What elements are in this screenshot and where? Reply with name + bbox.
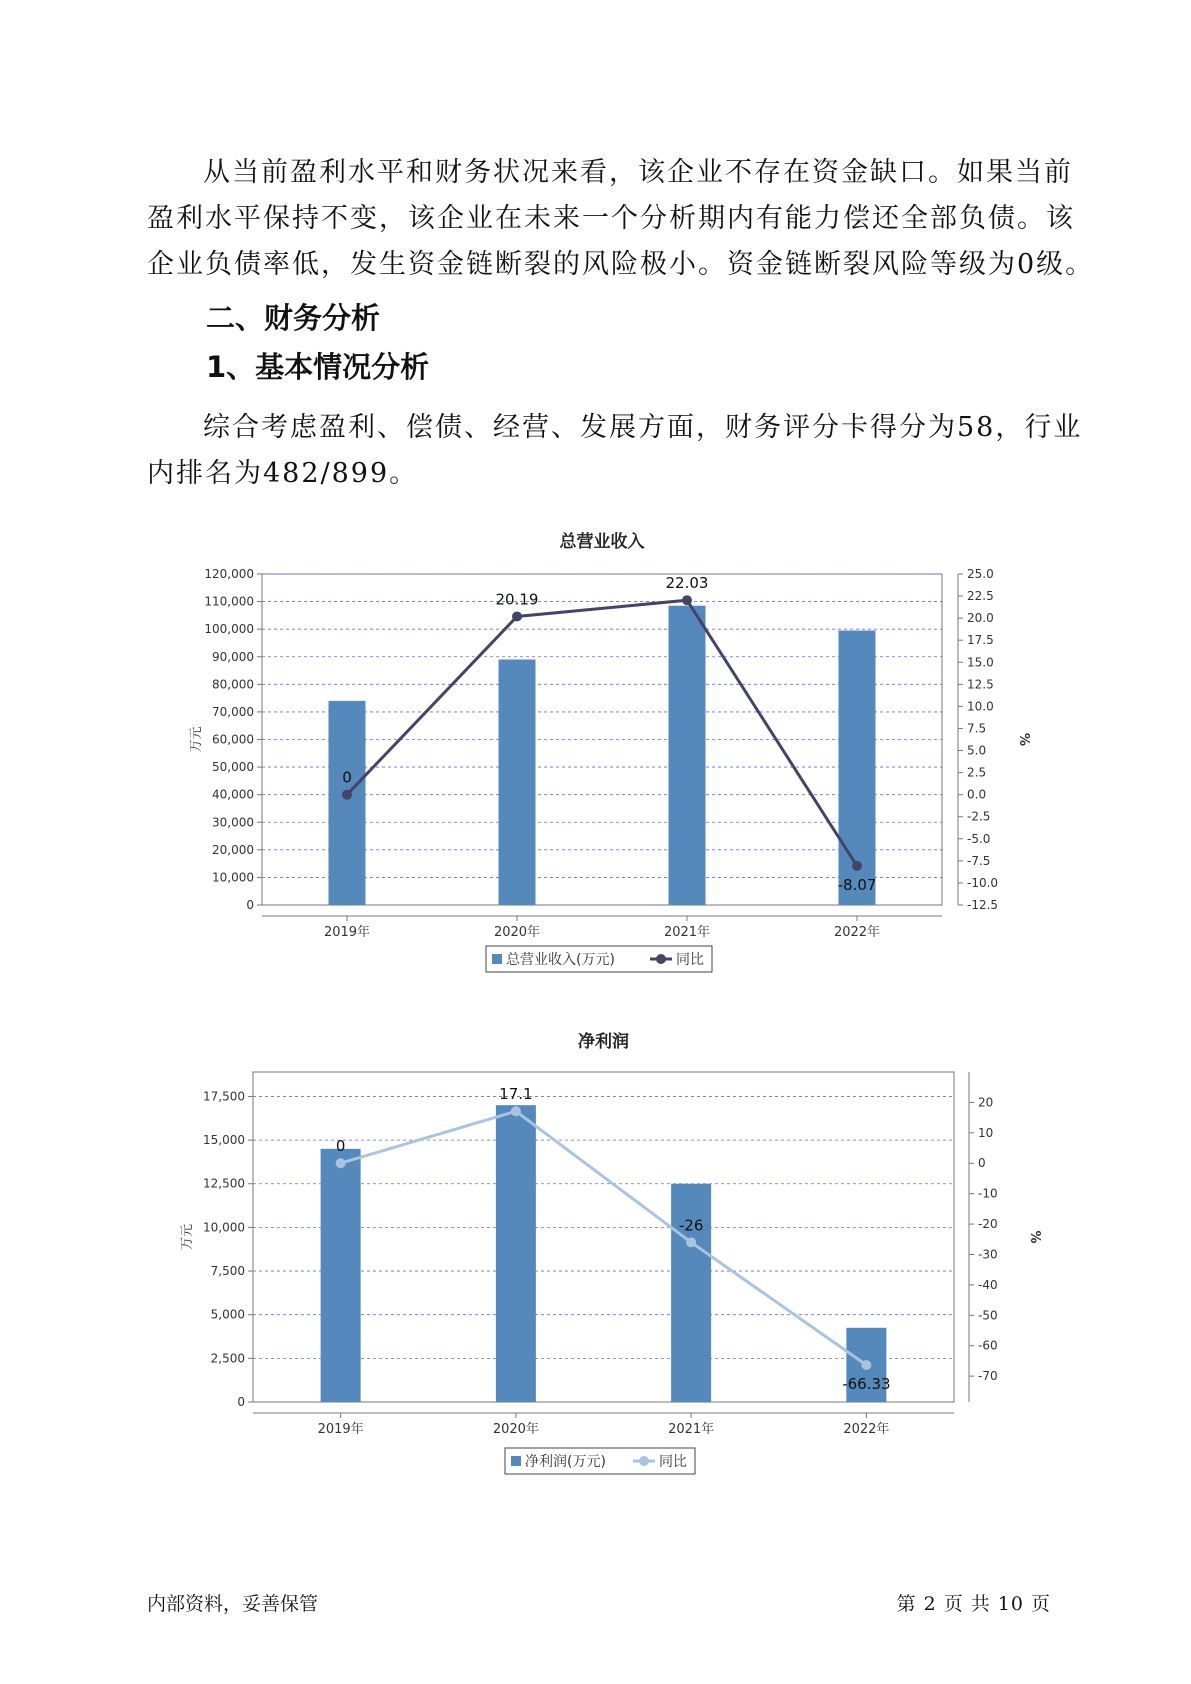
y-tick-label: 20,000	[212, 842, 254, 857]
yoy-point	[861, 1360, 871, 1370]
bar	[329, 701, 366, 905]
data-label: -8.07	[837, 875, 877, 894]
y-tick-label: 17,500	[203, 1089, 245, 1104]
y2-tick-label: -10.0	[967, 875, 999, 890]
y-tick-label: 80,000	[212, 677, 254, 692]
data-label: -26	[678, 1216, 704, 1235]
y2-tick-label: -7.5	[967, 853, 991, 868]
chart-title: 净利润	[578, 1032, 629, 1052]
y2-tick-label: 2.5	[967, 765, 987, 780]
y2-tick-label: 0	[978, 1156, 986, 1171]
y2-tick-label: -12.5	[967, 898, 999, 912]
y2-tick-label: 25.0	[967, 567, 994, 581]
paragraph-line: 内排名为482/899。	[147, 458, 419, 489]
y-tick-label: 60,000	[212, 732, 254, 747]
legend-line-label: 同比	[676, 952, 704, 968]
y2-tick-label: -2.5	[967, 809, 991, 824]
data-label: 0	[342, 768, 352, 787]
y-tick-label: 7,500	[210, 1264, 245, 1279]
net-profit-chart	[0, 1025, 1191, 1485]
paragraph-line: 从当前盈利水平和财务状况来看，该企业不存在资金缺口。如果当前	[203, 157, 1073, 188]
data-label: 17.1	[499, 1085, 533, 1104]
yoy-point	[686, 1237, 696, 1247]
y2-tick-label: 10.0	[967, 699, 994, 714]
y2-tick-label: -60	[978, 1338, 998, 1353]
section-heading: 二、财务分析	[206, 301, 381, 335]
y2-tick-label: -70	[978, 1369, 998, 1384]
y-tick-label: 110,000	[204, 594, 254, 609]
y-tick-label: 0	[246, 898, 254, 912]
footer-page-number: 第 2 页 共 10 页	[896, 1593, 1051, 1615]
x-tick-label: 2019年	[323, 925, 371, 940]
y2-tick-label: -20	[978, 1217, 998, 1232]
y2-tick-label: -40	[978, 1277, 998, 1292]
data-label: 0	[335, 1137, 346, 1156]
y-tick-label: 10,000	[212, 870, 254, 885]
yoy-point	[682, 595, 692, 605]
y2-tick-label: -50	[978, 1308, 998, 1323]
y2-tick-label: 22.5	[967, 589, 994, 604]
yoy-point	[336, 1158, 346, 1168]
legend-bar-label: 总营业收入(万元)	[506, 952, 615, 968]
y-tick-label: 100,000	[204, 622, 254, 637]
yoy-point	[342, 790, 352, 800]
legend-bar-label: 净利润(万元)	[525, 1454, 606, 1470]
x-tick-label: 2021年	[663, 925, 711, 940]
yoy-point	[852, 861, 862, 871]
y2-tick-label: -30	[978, 1247, 998, 1262]
legend-bar-swatch	[492, 954, 502, 964]
y-tick-label: 2,500	[210, 1351, 245, 1366]
x-tick-label: 2022年	[843, 1422, 890, 1437]
y-tick-label: 70,000	[212, 704, 254, 719]
net-profit-chart-svg	[0, 1025, 1191, 1485]
paragraph-line: 盈利水平保持不变，该企业在未来一个分析期内有能力偿还全部负债。该	[147, 203, 1075, 234]
chart-title: 总营业收入	[559, 532, 645, 552]
paragraph-score	[147, 405, 1083, 497]
y2-tick-label: 20	[978, 1095, 994, 1110]
y2-tick-label: 20.0	[967, 611, 994, 626]
y-axis-label: 万元	[189, 726, 204, 753]
data-label: -66.33	[842, 1374, 891, 1393]
paragraph-line: 综合考虑盈利、偿债、经营、发展方面，财务评分卡得分为58，行业	[203, 412, 1083, 443]
revenue-chart	[0, 525, 1191, 975]
footer-confidential: 内部资料，妥善保管	[147, 1593, 319, 1615]
y2-tick-label: 12.5	[967, 677, 994, 692]
paragraph-line: 企业负债率低，发生资金链断裂的风险极小。资金链断裂风险等级为0级。	[147, 249, 1095, 280]
y2-tick-label: 15.0	[967, 655, 994, 670]
revenue-chart-svg	[0, 525, 1191, 975]
x-tick-label: 2021年	[668, 1422, 715, 1437]
x-tick-label: 2019年	[317, 1422, 364, 1437]
bar	[321, 1149, 361, 1402]
legend-line-label: 同比	[659, 1454, 687, 1470]
x-tick-label: 2020年	[493, 925, 541, 940]
y-tick-label: 0	[237, 1395, 245, 1409]
y2-tick-label: 17.5	[967, 633, 994, 648]
subsection-heading: 1、基本情况分析	[206, 350, 430, 384]
y2-tick-label: -10	[978, 1186, 998, 1201]
y2-tick-label: 7.5	[967, 721, 987, 736]
y-tick-label: 5,000	[210, 1307, 245, 1322]
legend-line-marker	[656, 954, 666, 964]
data-label: 20.19	[495, 590, 539, 609]
yoy-point	[511, 1106, 521, 1116]
y-tick-label: 10,000	[203, 1220, 245, 1235]
y-axis-label: 万元	[180, 1223, 195, 1251]
x-tick-label: 2020年	[492, 1422, 539, 1437]
y-tick-label: 40,000	[212, 787, 254, 802]
x-tick-label: 2022年	[833, 925, 881, 940]
y2-tick-label: 5.0	[967, 743, 987, 758]
yoy-point	[512, 611, 522, 621]
bar	[496, 1105, 536, 1402]
y-tick-label: 15,000	[203, 1133, 245, 1148]
data-label: 22.03	[665, 574, 709, 593]
paragraph-risk	[147, 150, 1095, 288]
y2-tick-label: 10	[978, 1125, 994, 1140]
y-tick-label: 50,000	[212, 760, 254, 775]
y2-tick-label: 0.0	[967, 787, 987, 802]
bar	[669, 606, 706, 905]
legend-line-marker	[639, 1456, 649, 1466]
y-tick-label: 30,000	[212, 815, 254, 830]
bar	[499, 660, 536, 905]
y2-axis-label: %	[1016, 732, 1031, 747]
y-tick-label: 120,000	[204, 567, 254, 581]
y2-tick-label: -5.0	[967, 831, 991, 846]
legend-bar-swatch	[511, 1456, 521, 1466]
y2-axis-label: %	[1027, 1230, 1042, 1244]
y-tick-label: 90,000	[212, 649, 254, 664]
y-tick-label: 12,500	[203, 1176, 245, 1191]
